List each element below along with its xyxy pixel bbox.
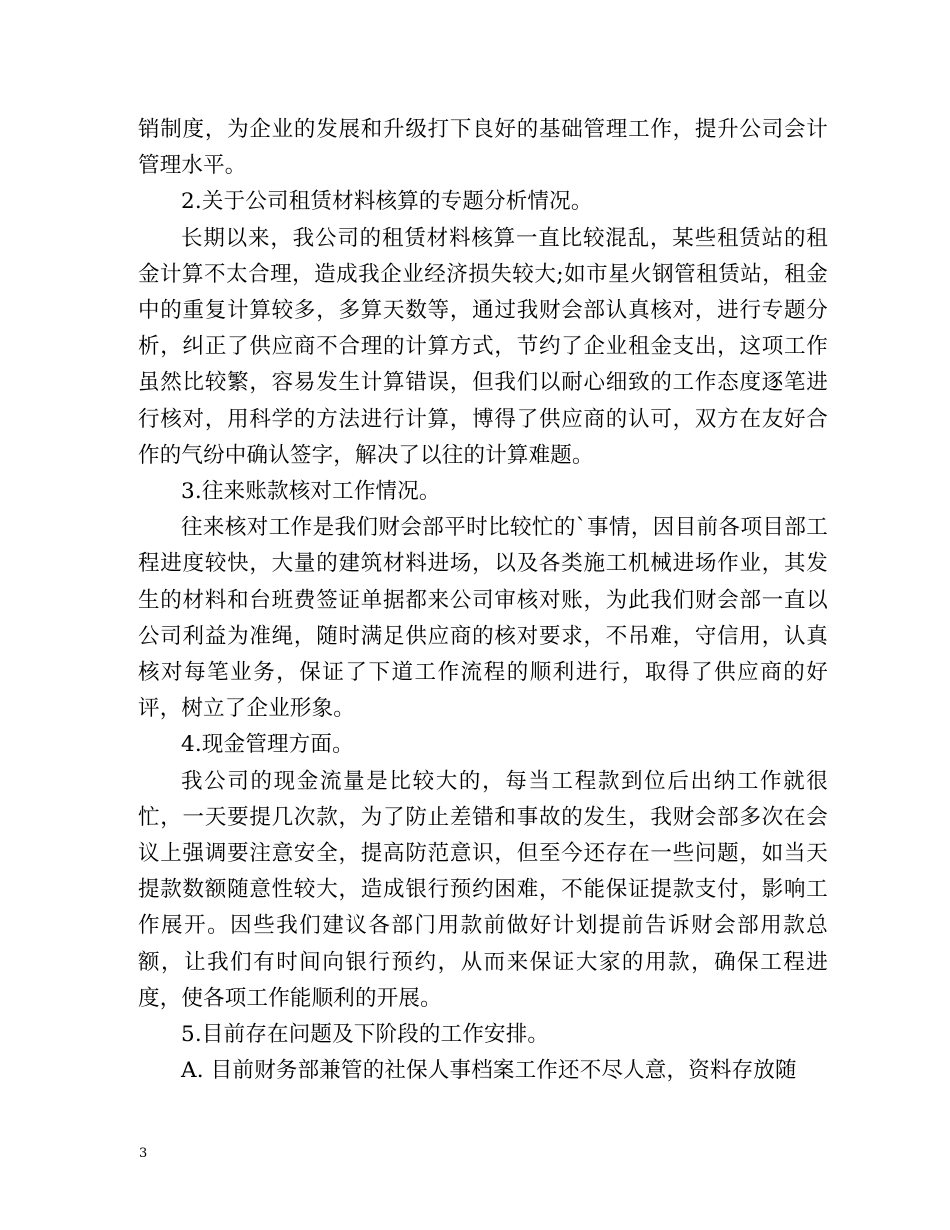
paragraph-5: A. 目前财务部兼管的社保人事档案工作还不尽人意，资料存放随 (181, 1058, 797, 1084)
paragraph-3: 往来核对工作是我们财会部平时比较忙的`事情，因目前各项目部工程进度较快，大量的建筑材料进场，以及各类施工机械进场作业，其发生的材料和台班费签证单据都来公司审核对账，为此我们财会部一直以公司利益为准绳，随时满足供应商的核对要求，不吊难，守信用，认真核对每笔业务，保证了下道工作流程的顺利进行，取得了供应商的好评，树立了企业形象。 (138, 515, 828, 722)
paragraph-4: 我公司的现金流量是比较大的，每当工程款到位后出纳工作就很忙，一天要提几次款，为了防止差错和事故的发生，我财会部多次在会议上强调要注意安全，提高防范意识，但至今还存在一些问题，如当天提款数额随意性较大，造成银行预约困难，不能保证提款支付，影响工作展开。因些我们建议各部门用款前做好计划提前告诉财会部用款总额，让我们有时间向银行预约，从而来保证大家的用款，确保工程进度，使各项工作能顺利的开展。 (138, 768, 828, 1011)
page-number: 3 (139, 1146, 148, 1161)
section-heading-3: 3.往来账款核对工作情况。 (181, 479, 441, 505)
paragraph-1: 销制度，为企业的发展和升级打下良好的基础管理工作，提升公司会计管理水平。 (138, 117, 828, 179)
section-heading-2: 2.关于公司租赁材料核算的专题分析情况。 (181, 189, 593, 215)
section-heading-5: 5.目前存在问题及下阶段的工作安排。 (181, 1022, 550, 1048)
document-body (138, 112, 828, 1089)
paragraph-2: 长期以来，我公司的租赁材料核算一直比较混乱，某些租赁站的租金计算不太合理，造成我企业经济损失较大;如市星火钢管租赁站，租金中的重复计算较多，多算天数等，通过我财会部认真核对，进行专题分析，纠正了供应商不合理的计算方式，节约了企业租金支出，这项工作虽然比较繁，容易发生计算错误，但我们以耐心细致的工作态度逐笔进行核对，用科学的方法进行计算，博得了供应商的认可，双方在友好合作的气纷中确认签字，解决了以往的计算难题。 (138, 225, 828, 468)
section-heading-4: 4.现金管理方面。 (181, 732, 354, 758)
